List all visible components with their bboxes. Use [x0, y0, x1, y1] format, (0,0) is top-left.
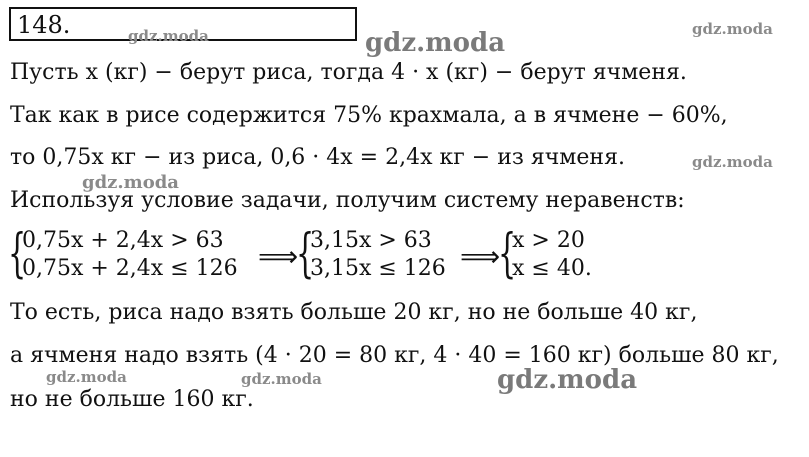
system-2 — [296, 224, 456, 284]
text-line-3-content: то 0,75x кг − из риса, 0,6 · 4x = 2,4x кг − из ячменя. — [10, 145, 625, 170]
text-line-4 — [10, 188, 685, 213]
text-line-6 — [10, 343, 779, 368]
implies-arrow-icon: ⟹ — [460, 240, 501, 273]
watermark: gdz.moda — [497, 365, 638, 395]
text-line-4-content: Используя условие задачи, получим систему неравенств: — [10, 188, 685, 213]
implies-arrow-icon: ⟹ — [258, 240, 299, 273]
problem-number: 148. — [17, 11, 71, 39]
text-line-7-content: но не больше 160 кг. — [10, 387, 254, 412]
text-line-5-content: То есть, риса надо взять больше 20 кг, но не больше 40 кг, — [10, 300, 698, 325]
system-3-row-2: x ≤ 40. — [512, 256, 592, 281]
text-line-1-content: Пусть x (кг) − берут риса, тогда 4 · x (кг) − берут ячменя. — [10, 60, 687, 85]
system-2-row-2: 3,15x ≤ 126 — [310, 256, 446, 281]
watermark: gdz.moda — [128, 27, 209, 45]
brace-icon: { — [8, 224, 27, 284]
system-1-row-1: 0,75x + 2,4x > 63 — [22, 228, 224, 253]
watermark: gdz.moda — [46, 368, 127, 386]
text-line-1 — [10, 60, 687, 85]
watermark: gdz.moda — [692, 20, 773, 38]
system-2-row-1: 3,15x > 63 — [310, 228, 432, 253]
system-1-row-2: 0,75x + 2,4x ≤ 126 — [22, 256, 238, 281]
brace-icon: { — [296, 224, 315, 284]
system-1 — [8, 224, 258, 284]
text-line-5 — [10, 300, 697, 325]
text-line-2-content: Так как в рисе содержится 75% крахмала, а в ячмене − 60%, — [10, 103, 728, 128]
watermark: gdz.moda — [692, 153, 773, 171]
text-line-7 — [10, 387, 254, 412]
watermark: gdz.moda — [241, 370, 322, 388]
text-line-6-content: а ячменя надо взять (4 · 20 = 80 кг, 4 · 40 = 160 кг) больше 80 кг, — [10, 343, 779, 368]
watermark: gdz.moda — [365, 28, 506, 58]
text-line-2 — [10, 103, 728, 128]
watermark: gdz.moda — [82, 172, 179, 193]
system-3-row-1: x > 20 — [512, 228, 585, 253]
system-3 — [498, 224, 608, 284]
text-line-3 — [10, 145, 625, 170]
brace-icon: { — [498, 224, 517, 284]
